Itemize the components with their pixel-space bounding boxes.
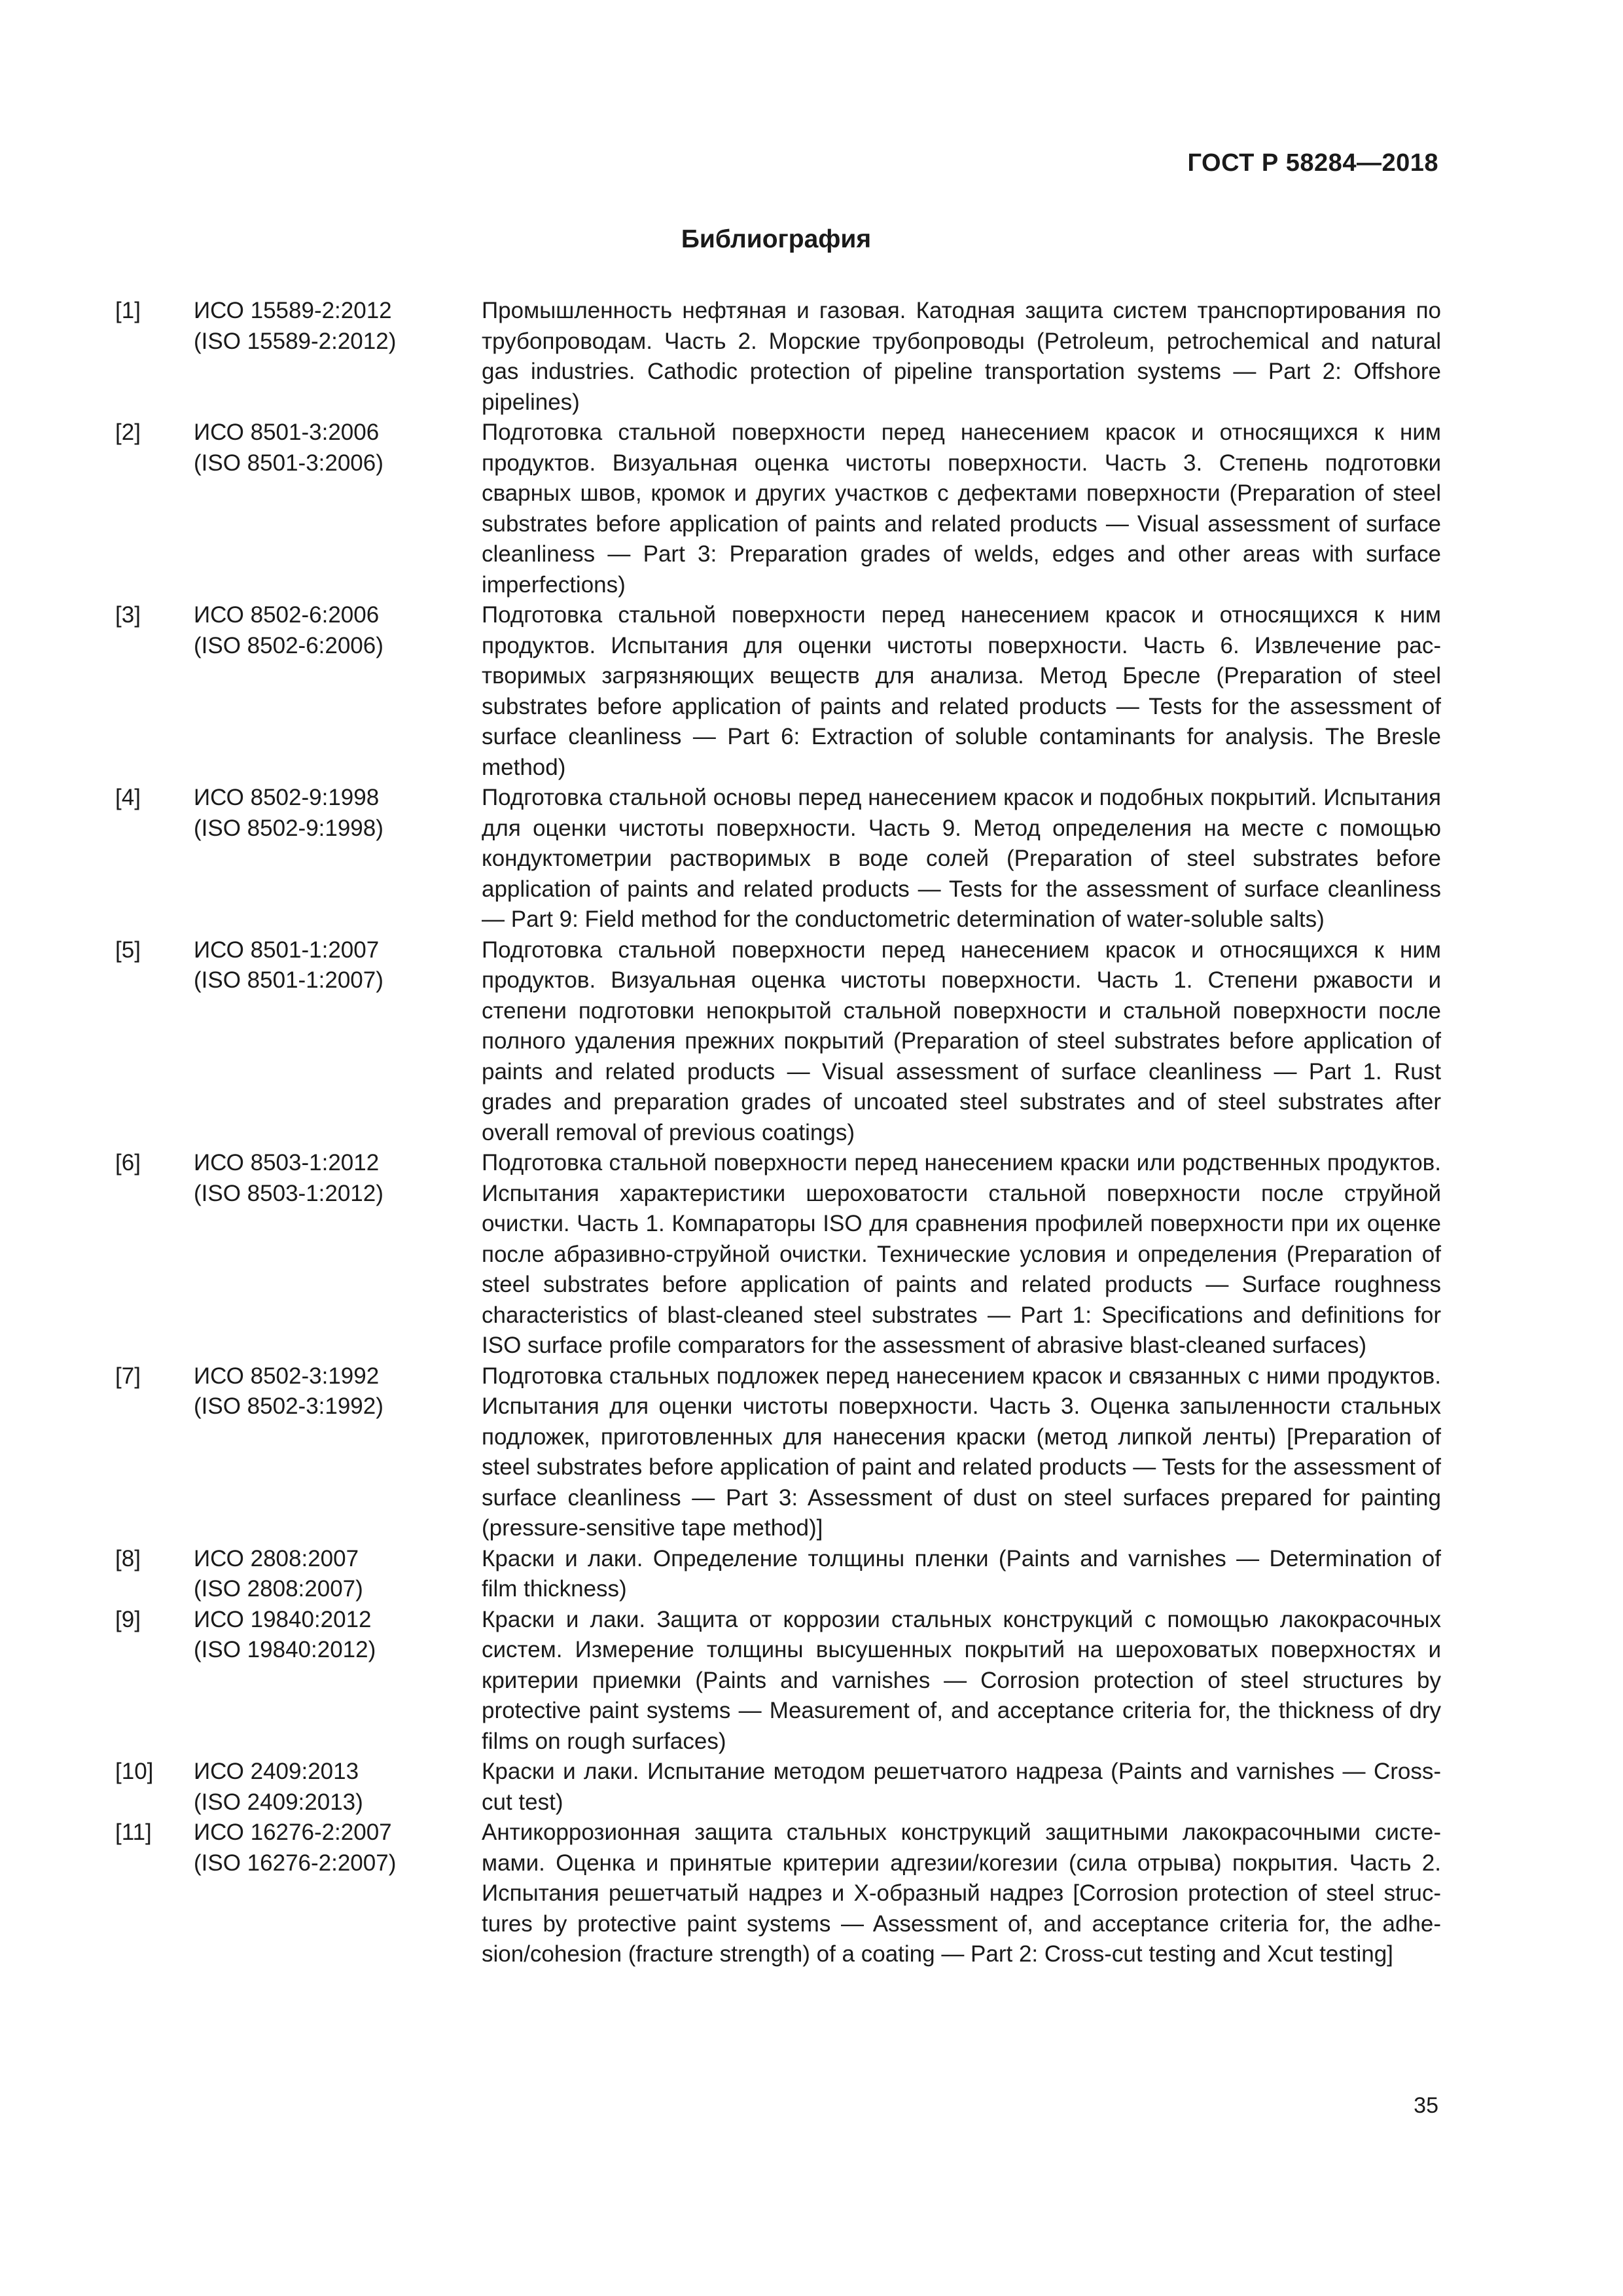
entry-title: Краски и лаки. Защита от коррозии стальных конструкций с помощью лакокрасочных систем. Измерение толщины высушенных покрытий на шероховатых поверхностях и критерии приемки (Paints and varnishes — Corrosion protection of steel structures by protective paint systems — Measurement of, and acceptance criteria for, the thickness of dry films on rough surfaces) — [482, 1606, 1441, 1754]
entry-number: [1] — [115, 298, 141, 323]
bibliography-entry — [115, 600, 1441, 783]
entry-title: Подготовка стальной поверхности перед нанесением красок и относящихся к ним продуктов. Испытания для оценки чистоты поверхности. Часть 6. Извлечение растворимых загрязняющих веществ для анализа. Метод Бресле (Preparation of steel substrates before application of paints and related products — Tests for the assessment of surface cleanliness — Part 6: Extraction of soluble contaminants for analysis. The Bresle method) — [482, 602, 1441, 780]
entry-number: [2] — [115, 420, 141, 445]
standard-designation-ru: ИСО 8502-9:1998 — [194, 785, 380, 810]
entry-number: [11] — [115, 1820, 152, 1845]
standard-designation-iso: (ISO 19840:2012) — [194, 1637, 376, 1662]
standard-designation-ru: ИСО 8501-3:2006 — [194, 420, 380, 445]
entry-number: [9] — [115, 1606, 141, 1632]
standard-designation-ru: ИСО 2808:2007 — [194, 1545, 359, 1571]
document-standard-header: ГОСТ Р 58284—2018 — [1187, 149, 1438, 177]
standard-designation-ru: ИСО 19840:2012 — [194, 1606, 372, 1632]
page-title: Библиография — [681, 225, 872, 253]
standard-designation-iso: (ISO 8502-9:1998) — [194, 815, 383, 841]
bibliography-entry — [115, 1757, 1441, 1818]
entry-number: [8] — [115, 1545, 141, 1571]
standard-designation-iso: (ISO 16276-2:2007) — [194, 1850, 397, 1876]
standard-designation-iso: (ISO 8501-3:2006) — [194, 450, 383, 476]
entry-standard-designation — [194, 1757, 482, 1818]
entry-title: Подготовка стальной поверхности перед нанесением красок и относящихся к ним продуктов. Визуальная оценка чистоты поверхности. Часть 3. Степень подготовки сварных швов, кромок и других участков с дефектами поверхности (Preparation of steel substrates before application of paints and related products — Visual assessment of surface cleanliness — Part 3: Preparation grades of welds, edges and other areas with surface imperfections) — [482, 420, 1441, 598]
bibliography-entry — [115, 783, 1441, 935]
standard-designation-ru: ИСО 8502-6:2006 — [194, 602, 380, 628]
standard-designation-iso: (ISO 8502-3:1992) — [194, 1393, 383, 1419]
entry-standard-designation — [194, 418, 482, 478]
entry-standard-designation — [194, 296, 482, 357]
standard-designation-iso: (ISO 2808:2007) — [194, 1576, 363, 1602]
entry-standard-designation — [194, 1818, 482, 1878]
standard-designation-ru: ИСО 2409:2013 — [194, 1759, 359, 1784]
standard-designation-iso: (ISO 8501-1:2007) — [194, 967, 383, 993]
standard-designation-iso: (ISO 8502-6:2006) — [194, 632, 383, 658]
standard-designation-ru: ИСО 8501-1:2007 — [194, 937, 380, 963]
entry-title: Подготовка стальной основы перед нанесением красок и подобных покрытий. Испытания для оценки чистоты поверхности. Часть 9. Метод определения на месте с помощью кондуктометрии растворимых в воде солей (Preparation of steel substrates before application of paints and related products — Tests for the assessment of surface cleanliness — Part 9: Field method for the conductometric determination of water-soluble salts) — [482, 785, 1441, 932]
entry-title: Подготовка стальной поверхности перед нанесением краски или родственных продуктов. Испытания характеристики шероховатости стальной поверхности после струйной очистки. Часть 1. Компараторы ISO для сравнения профилей поверхности при их оценке после абразивно-струйной очистки. Технические условия и определения (Preparation of steel substrates before application of paints and related products — Surface roughness characteristics of blast-cleaned steel substrates — Part 1: Specifications and definitions for ISO surface profile comparators for the assessment of abrasive blast-cleaned surfaces) — [482, 1150, 1441, 1358]
standard-designation-ru: ИСО 15589-2:2012 — [194, 298, 392, 323]
entry-number: [6] — [115, 1150, 141, 1175]
bibliography-entry — [115, 1605, 1441, 1757]
bibliography-entry — [115, 418, 1441, 600]
entry-number: [3] — [115, 602, 141, 628]
standard-designation-ru: ИСО 16276-2:2007 — [194, 1820, 392, 1845]
entry-standard-designation — [194, 935, 482, 996]
standard-designation-iso: (ISO 2409:2013) — [194, 1789, 363, 1815]
standard-designation-ru: ИСО 8503-1:2012 — [194, 1150, 380, 1175]
entry-standard-designation — [194, 600, 482, 661]
standard-designation-iso: (ISO 15589-2:2012) — [194, 328, 397, 354]
bibliography-entry — [115, 296, 1441, 418]
bibliography-entry — [115, 935, 1441, 1149]
entry-title: Подготовка стальной поверхности перед нанесением красок и относящихся к ним продуктов. Визуальная оценка чистоты поверхности. Часть 1. Степени ржавости и степени подготовки непокрытой стальной поверхности и стальной поверхности после полного удаления прежних покрытий (Preparation of steel substrates before application of paints and related products — Visual assessment of surface cleanliness — Part 1. Rust grades and preparation grades of uncoated steel substrates and of steel substrates after overall removal of previous coatings) — [482, 937, 1441, 1145]
entry-title: Краски и лаки. Испытание методом решетчатого надреза (Paints and varnishes — Cross-cut test) — [482, 1759, 1441, 1815]
bibliography-entry — [115, 1818, 1441, 1970]
entry-title: Краски и лаки. Определение толщины пленки (Paints and varnishes — Determination of film thickness) — [482, 1545, 1441, 1602]
entry-number: [7] — [115, 1363, 141, 1389]
entry-standard-designation — [194, 1605, 482, 1666]
entry-number: [5] — [115, 937, 141, 963]
entry-number: [4] — [115, 785, 141, 810]
entry-standard-designation — [194, 1148, 482, 1209]
bibliography-list — [115, 296, 1441, 1970]
page-number: 35 — [1414, 2093, 1438, 2118]
entry-standard-designation — [194, 783, 482, 844]
entry-title: Промышленность нефтяная и газовая. Катодная защита систем транспортирования по трубопроводам. Часть 2. Морские трубопроводы (Petroleum, petrochemical and natural gas industries. Cathodic protection of pipeline transportation systems — Part 2: Offshore pipelines) — [482, 298, 1441, 415]
standard-designation-ru: ИСО 8502-3:1992 — [194, 1363, 380, 1389]
bibliography-entry — [115, 1544, 1441, 1605]
entry-standard-designation — [194, 1544, 482, 1605]
entry-number: [10] — [115, 1759, 154, 1784]
entry-title: Подготовка стальных подложек перед нанесением красок и связанных с ними продуктов. Испытания для оценки чистоты поверхности. Часть 3. Оценка запыленности стальных подложек, приготовленных для нанесения краски (метод липкой ленты) [Preparation of steel substrates before application of paint and related products — Tests for the assessment of surface cleanliness — Part 3: Assessment of dust on steel surfaces prepared for painting (pressure-sensitive tape method)] — [482, 1363, 1441, 1541]
bibliography-entry — [115, 1148, 1441, 1361]
entry-title: Антикоррозионная защита стальных конструкций защитными лакокрасочными системами. Оценка и принятые критерии адгезии/когезии (сила отрыва) покрытия. Часть 2. Испытания решетчатый надрез и Х-образный надрез [Corrosion protection of steel structures by protective paint systems — Assessment of, and acceptance criteria for, the adhesion/cohesion (fracture strength) of a coating — Part 2: Cross-cut testing and Xcut testing] — [482, 1820, 1441, 1967]
entry-standard-designation — [194, 1361, 482, 1422]
standard-designation-iso: (ISO 8503-1:2012) — [194, 1180, 383, 1206]
bibliography-entry — [115, 1361, 1441, 1544]
